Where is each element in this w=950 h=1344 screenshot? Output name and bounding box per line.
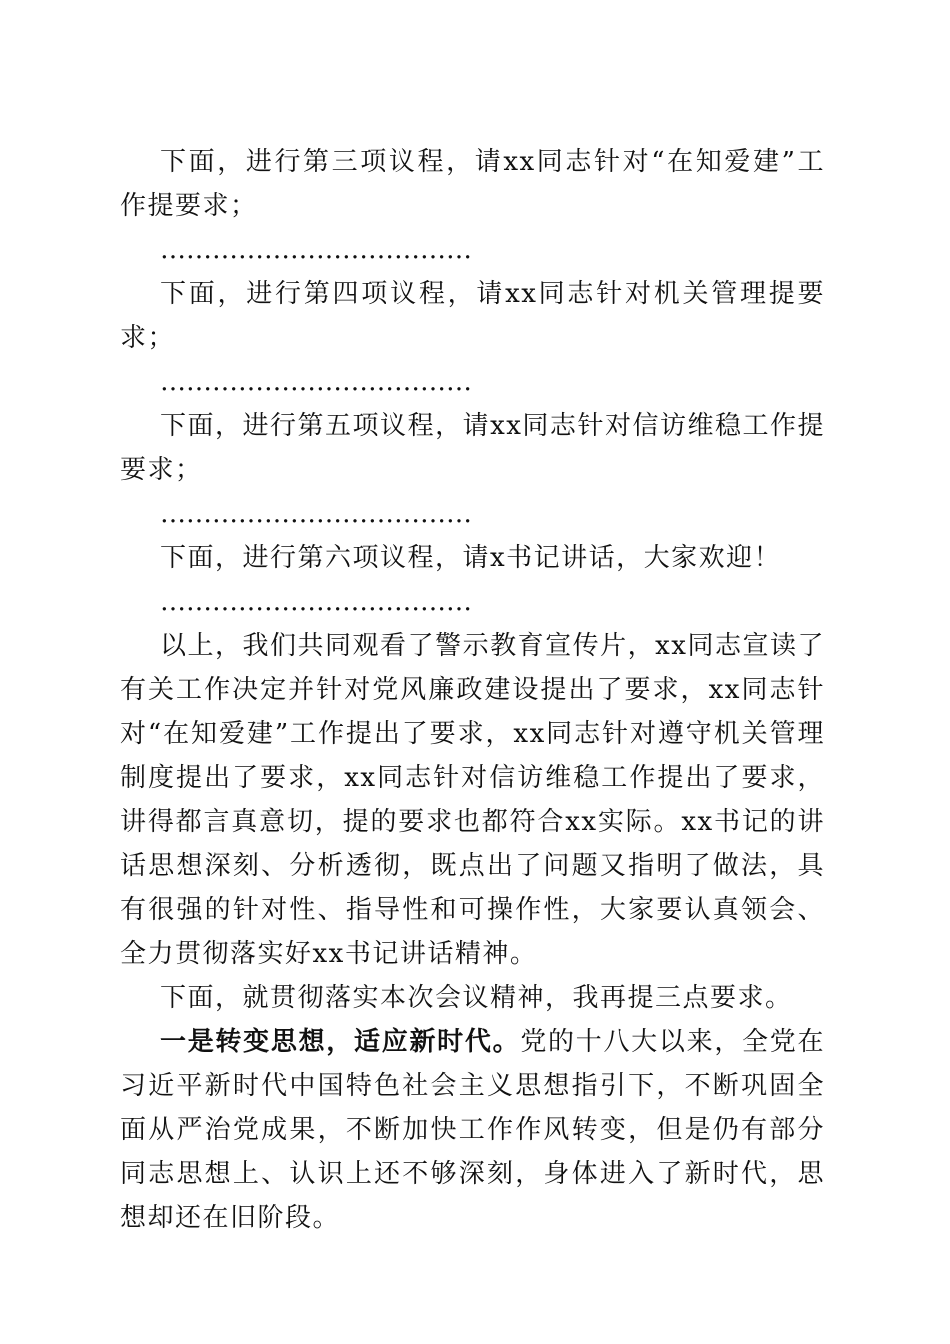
requirement-one-body: 党的十八大以来，全党在习近平新时代中国特色社会主义思想指引下，不断巩固全面从严治党成果，不断加快工作作风转变，但是仍有部分同志思想上、认识上还不够深刻，身体进入了新时代，思想却还在旧阶段。 <box>120 1027 825 1233</box>
document-body <box>120 140 825 1240</box>
paragraph-agenda-6: 下面，进行第六项议程，请x书记讲话，大家欢迎！ <box>160 543 782 573</box>
paragraph-agenda-5: 下面，进行第五项议程，请xx同志针对信访维稳工作提要求； <box>120 411 825 485</box>
paragraph-agenda-4: 下面，进行第四项议程，请xx同志针对机关管理提要求； <box>120 279 825 353</box>
paragraph-agenda-3: 下面，进行第三项议程，请xx同志针对“在知爱建”工作提要求； <box>120 147 825 221</box>
ellipsis-separator: ……………………………… <box>160 367 472 397</box>
requirement-one-heading: 一是转变思想，适应新时代。 <box>160 1027 521 1057</box>
paragraph-three-requirements: 下面，就贯彻落实本次会议精神，我再提三点要求。 <box>160 983 793 1013</box>
ellipsis-separator: ……………………………… <box>160 499 472 529</box>
paragraph-summary: 以上，我们共同观看了警示教育宣传片，xx同志宣读了有关工作决定并针对党风廉政建设提出了要求，xx同志针对“在知爱建”工作提出了要求，xx同志针对遵守机关管理制度提出了要求，xx同志针对信访维稳工作提出了要求，讲得都言真意切，提的要求也都符合xx实际。xx书记的讲话思想深刻、分析透彻，既点出了问题又指明了做法，具有很强的针对性、指导性和可操作性，大家要认真领会、全力贯彻落实好xx书记讲话精神。 <box>120 631 825 969</box>
paragraph-requirement-one <box>120 1020 825 1240</box>
ellipsis-separator: ……………………………… <box>160 587 472 617</box>
ellipsis-separator: ……………………………… <box>160 235 472 265</box>
